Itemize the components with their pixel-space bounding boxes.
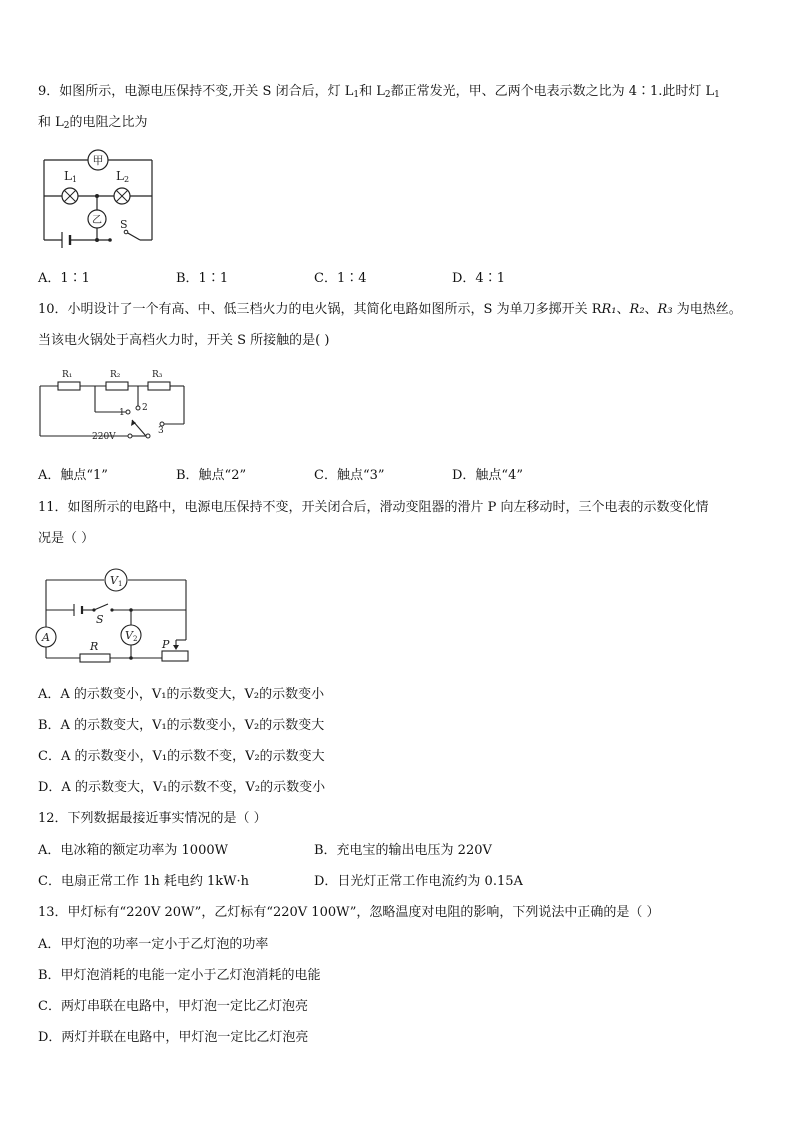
q11-option-d[interactable]: D．A 的示数变大，V₁的示数不变，V₂的示数变小 [38, 780, 326, 795]
q10-option-d[interactable]: D．触点“4” [452, 468, 523, 483]
q9-circuit-diagram [40, 148, 160, 248]
lamp-l2-icon [114, 188, 130, 204]
q13-option-a[interactable]: A．甲灯泡的功率一定小于乙灯泡的功率 [38, 937, 269, 952]
q12-option-b[interactable]: B．充电宝的输出电压为 220V [314, 843, 492, 858]
q10-stem-line2: 当该电火锅处于高档火力时，开关 S 所接触的是( ) [38, 333, 330, 348]
lamp-l2-label: L [116, 169, 124, 183]
q11-option-b[interactable]: B．A 的示数变大，V₁的示数变小，V₂的示数变大 [38, 718, 325, 733]
q9-sub: 1 [353, 90, 360, 100]
r3-name: R₃ [657, 302, 673, 317]
q13-option-b[interactable]: B．甲灯泡消耗的电能一定小于乙灯泡消耗的电能 [38, 968, 321, 983]
resistor-r2-icon [106, 382, 128, 390]
q12-option-d[interactable]: D．日光灯正常工作电流约为 0.15A [314, 874, 523, 889]
q13-stem: 13．甲灯标有“220V 20W”，乙灯标有“220V 100W”，忽略温度对电阻的影响，下列说法中正确的是（ ） [38, 905, 660, 920]
q10-option-a[interactable]: A．触点“1” [38, 468, 108, 483]
q9-sub: 2 [63, 121, 70, 131]
v1-label: V [110, 574, 118, 587]
q9-option-b[interactable]: B．1∶1 [176, 271, 229, 286]
q9-sub: 1 [714, 90, 720, 100]
q11-stem-line2: 况是（ ） [38, 531, 95, 546]
lamp-l2-sub: 2 [124, 175, 130, 184]
r2-label: R₂ [110, 370, 121, 380]
contact-2-label: 2 [142, 403, 148, 413]
q12-option-a[interactable]: A．电冰箱的额定功率为 1000W [38, 843, 228, 858]
q9-stem-line1 [38, 83, 720, 101]
r2-name: R₂ [629, 302, 645, 317]
q9-stem-line2 [38, 114, 148, 132]
q10-stem-line1: 10．小明设计了一个有高、中、低三档火力的电火锅，其简化电路如图所示，S 为单刀多掷开关 RR₁、R₂、R₃ 为电热丝。 [38, 302, 742, 317]
q9-text-e: 的电阻之比为 [69, 115, 148, 130]
r1-name: R₁ [601, 302, 617, 317]
q9-text-d: 和 L [38, 115, 64, 130]
q10-circuit-diagram [38, 366, 188, 444]
meter-jia-icon [88, 150, 108, 170]
resistor-r1-icon [58, 382, 80, 390]
meter-yi-label: 乙 [92, 215, 102, 226]
ammeter-a-icon [36, 627, 56, 647]
q12-option-c[interactable]: C．电扇正常工作 1h 耗电约 1kW·h [38, 874, 250, 889]
rheostat-p-icon [162, 651, 188, 661]
v2-sub: 2 [133, 635, 138, 643]
q9-option-a[interactable]: A．1∶1 [38, 271, 90, 286]
q11-option-a[interactable]: A．A 的示数变小，V₁的示数变大，V₂的示数变小 [38, 687, 325, 702]
meter-jia-label: 甲 [92, 154, 104, 167]
supply-220v-label: 220V [92, 432, 116, 442]
q12-stem: 12．下列数据最接近事实情况的是（ ） [38, 811, 267, 826]
switch-s-label: S [120, 218, 128, 231]
q13-option-c[interactable]: C．两灯串联在电路中，甲灯泡一定比乙灯泡亮 [38, 999, 308, 1014]
p-label: P [162, 638, 170, 651]
resistor-r-icon [80, 654, 110, 662]
q10-text-a: 10．小明设计了一个有高、中、低三档火力的电火锅，其简化电路如图所示，S 为单刀多掷开关 R [38, 302, 602, 317]
voltmeter-v1-icon [105, 569, 127, 591]
r1-label: R₁ [62, 370, 73, 380]
contact-3-label: 3 [158, 426, 164, 436]
r3-label: R₃ [152, 370, 163, 380]
q13-option-d[interactable]: D．两灯并联在电路中，甲灯泡一定比乙灯泡亮 [38, 1030, 309, 1045]
q11-option-c[interactable]: C．A 的示数变小，V₁的示数不变，V₂的示数变大 [38, 749, 325, 764]
q11-circuit-diagram [38, 568, 198, 668]
v1-sub: 1 [118, 580, 123, 588]
lamp-l1-icon [62, 188, 78, 204]
r-label: R [90, 640, 99, 653]
q9-option-d[interactable]: D．4∶1 [452, 271, 505, 286]
q9-option-c[interactable]: C．1∶4 [314, 271, 367, 286]
voltmeter-v2-icon [121, 625, 141, 645]
q10-option-c[interactable]: C．触点“3” [314, 468, 385, 483]
q9-sub: 2 [384, 90, 391, 100]
a-label: A [42, 631, 50, 644]
resistor-r3-icon [148, 382, 170, 390]
switch-s-label: S [96, 613, 104, 626]
lamp-l1-sub: 1 [72, 175, 78, 184]
lamp-l1-label: L [64, 169, 72, 183]
q10-text-b: 为电热丝。 [676, 302, 742, 317]
q9-text-a: 9．如图所示，电源电压保持不变,开关 S 闭合后，灯 L [38, 84, 354, 99]
q10-option-b[interactable]: B．触点“2” [176, 468, 247, 483]
v2-label: V [125, 629, 133, 642]
q11-stem-line1: 11．如图所示的电路中，电源电压保持不变，开关闭合后，滑动变阻器的滑片 P 向左移动时，三个电表的示数变化情 [38, 500, 709, 515]
contact-1-label: 1 [119, 408, 125, 418]
q9-text-b: 和 L [359, 84, 385, 99]
q9-text-c: 都正常发光，甲、乙两个电表示数之比为 4∶1.此时灯 L [390, 84, 715, 99]
meter-yi-icon [88, 210, 106, 228]
